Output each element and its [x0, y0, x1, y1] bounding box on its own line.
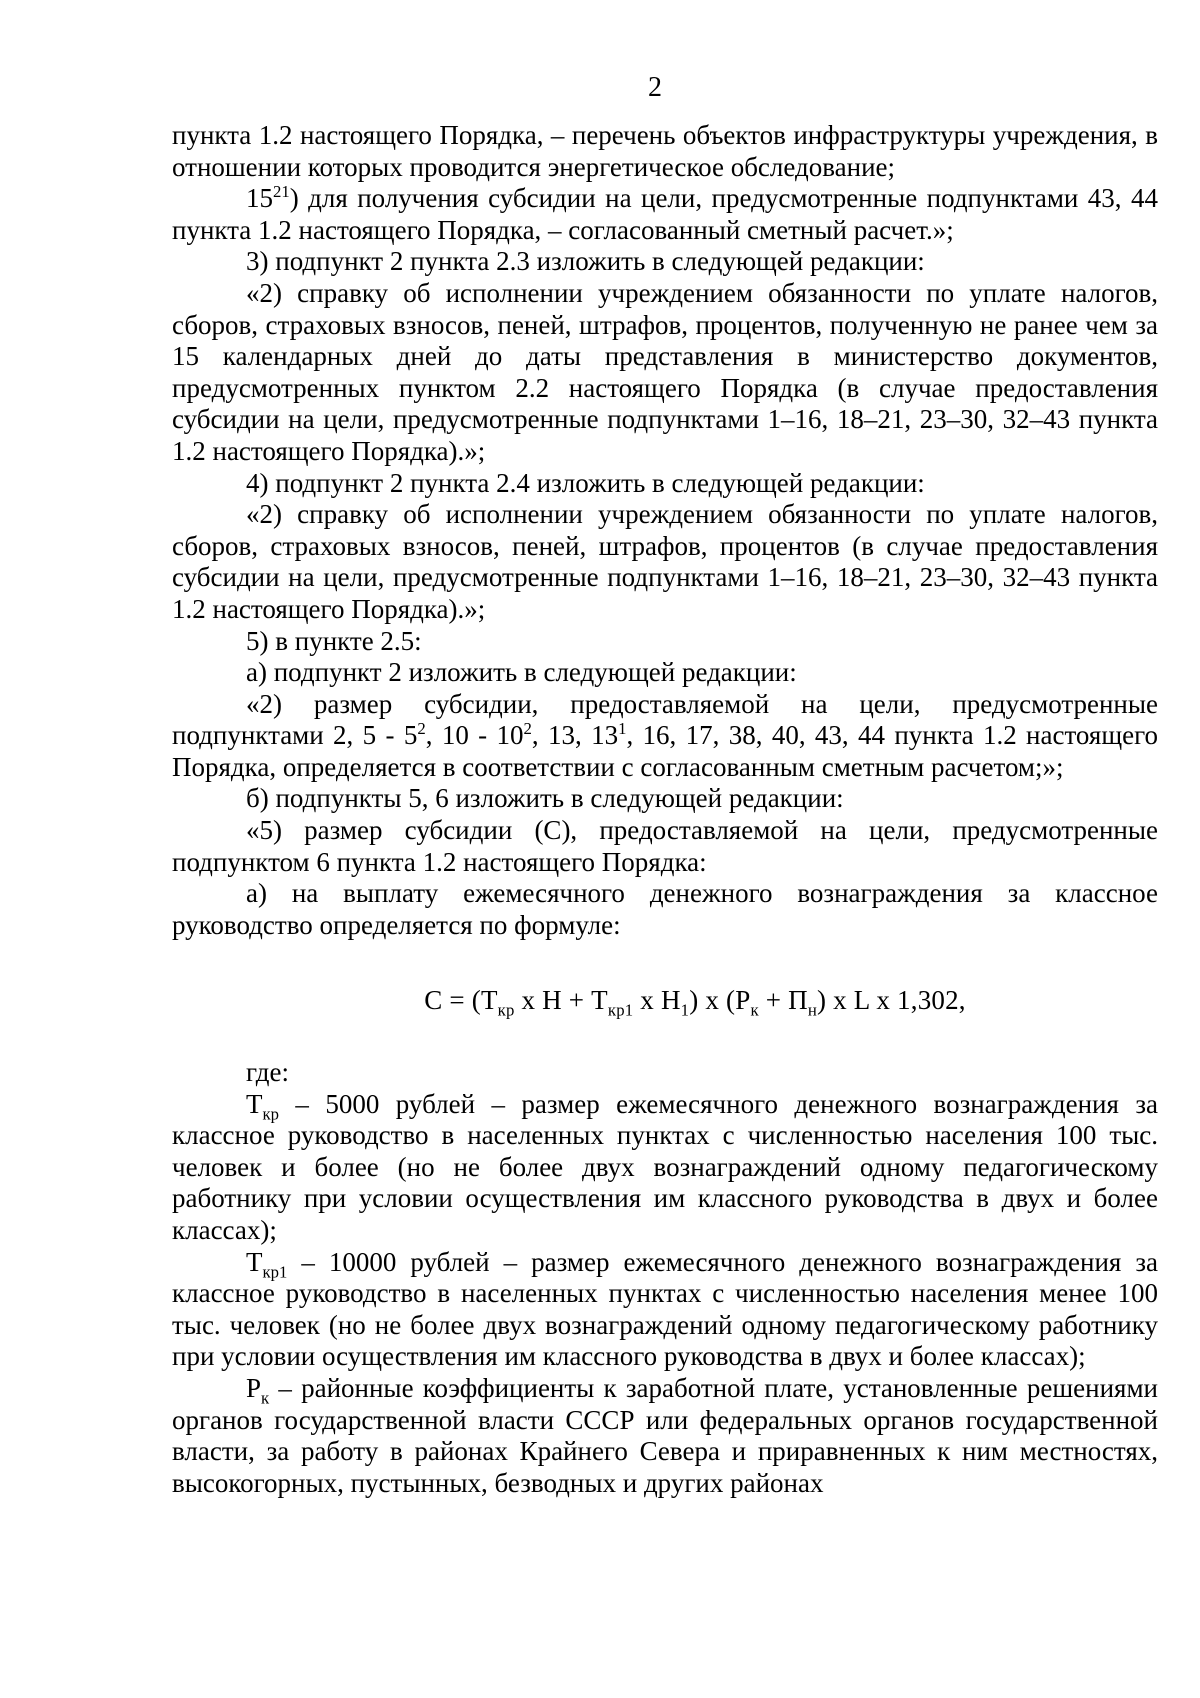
paragraph-2 — [172, 183, 1158, 246]
symbol: Т — [246, 1246, 263, 1277]
text-part: , 13, 13 — [531, 720, 619, 751]
paragraph-1: пункта 1.2 настоящего Порядка, – перечень объектов инфраструктуры учреждения, в отношении которых проводится энергетическое обследование; — [172, 120, 1158, 182]
formula-subscript: кр1 — [607, 1000, 634, 1020]
paragraph-11: «5) размер субсидии (С), предоставляемой на цели, предусмотренные подпунктом 6 пункта 1.2 настоящего Порядка: — [172, 815, 1158, 877]
paragraph-6: «2) справку об исполнении учреждением обязанности по уплате налогов, сборов, страховых взносов, пеней, штрафов, процентов (в случае предоставления субсидии на цели, предусмотренные подпунктами 1–16, 18–21, 23–30, 32–43 пункта 1.2 настоящего Порядка).»; — [172, 499, 1158, 624]
text-part: «2) размер субсидии, предоставляемой на цели, предусмотренные подпунктами 2, 5 - 5 — [172, 688, 1158, 751]
definition-text: – районные коэффициенты к заработной плате, установленные решениями органов государственной власти СССР или федеральных органов государственной власти, за работу в районах Крайнего Севера и приравненных к ним местностях, высокогорных, пустынных, безводных и других районах — [172, 1372, 1158, 1498]
formula-subscript: к — [750, 1000, 759, 1020]
formula-subscript: кр — [497, 1000, 515, 1020]
superscript: 1 — [618, 719, 627, 739]
symbol: Т — [246, 1088, 263, 1119]
formula-subscript: н — [807, 1000, 817, 1020]
definition-text: – 5000 рублей – размер ежемесячного денежного вознаграждения за классное руководство в населенных пунктах с численностью населения 100 тыс. человек и более (но не более двух вознаграждений одному педагогическому работнику при условии осуществления им классного руководства в двух и более классах); — [172, 1088, 1158, 1245]
item-superscript: 21 — [273, 182, 290, 202]
definition-rk — [172, 1373, 1158, 1499]
formula-part: х Н + Т — [514, 985, 608, 1016]
paragraph-10: б) подпункты 5, 6 изложить в следующей редакции: — [246, 783, 844, 814]
formula-part: С = (Т — [424, 985, 498, 1016]
item-text: ) для получения субсидии на цели, предусмотренные подпунктами 43, 44 пункта 1.2 настоящего Порядка, – согласованный сметный расчет.»; — [172, 183, 1158, 245]
formula-part: ) х (Р — [689, 985, 751, 1016]
paragraph-8: а) подпункт 2 изложить в следующей редакции: — [246, 657, 797, 688]
formula-part: х Н — [633, 985, 681, 1016]
symbol: Р — [246, 1372, 262, 1403]
item-number: 15 — [246, 183, 273, 214]
formula-subscript: 1 — [680, 1000, 690, 1020]
paragraph-4: «2) справку об исполнении учреждением обязанности по уплате налогов, сборов, страховых взносов, пеней, штрафов, процентов, полученную не ранее чем за 15 календарных дней до даты представления в министерство документов, предусмотренных пунктом 2.2 настоящего Порядка (в случае предоставления субсидии на цели, предусмотренные подпунктами 1–16, 18–21, 23–30, 32–43 пункта 1.2 настоящего Порядка).»; — [172, 277, 1158, 466]
document-body — [172, 120, 1158, 1499]
formula-part: ) х L х 1,302, — [816, 985, 966, 1016]
superscript: 2 — [417, 719, 426, 739]
definition-text: – 10000 рублей – размер ежемесячного денежного вознаграждения за классное руководство в населенных пунктах с численностью населения менее 100 тыс. человек (но не более двух вознаграждений одному педагогическому работнику при условии осуществления им классного руководства в двух и более классах); — [172, 1246, 1158, 1372]
symbol-subscript: кр1 — [262, 1261, 288, 1281]
paragraph-3: 3) подпункт 2 пункта 2.3 изложить в следующей редакции: — [246, 246, 925, 277]
definition-tkr — [172, 1089, 1158, 1247]
symbol-subscript: кр — [262, 1104, 279, 1124]
paragraph-5: 4) подпункт 2 пункта 2.4 изложить в следующей редакции: — [246, 467, 925, 498]
superscript: 2 — [523, 719, 532, 739]
paragraph-where: где: — [246, 1057, 289, 1088]
formula-part: + П — [758, 985, 808, 1016]
page-number: 2 — [648, 72, 662, 103]
definition-tkr1 — [172, 1247, 1158, 1373]
text-part: , 10 - 10 — [425, 720, 524, 751]
paragraph-9 — [172, 689, 1158, 784]
subsidy-formula — [172, 985, 1158, 1020]
text-part: , 16, 17, 38, 40, 43, 44 пункта 1.2 настоящего Порядка, определяется в соответствии с согласованным сметным расчетом;»; — [172, 720, 1158, 782]
paragraph-7: 5) в пункте 2.5: — [246, 625, 422, 656]
symbol-subscript: к — [261, 1388, 270, 1408]
paragraph-12: а) на выплату ежемесячного денежного вознаграждения за классное руководство определяется по формуле: — [172, 878, 1158, 940]
